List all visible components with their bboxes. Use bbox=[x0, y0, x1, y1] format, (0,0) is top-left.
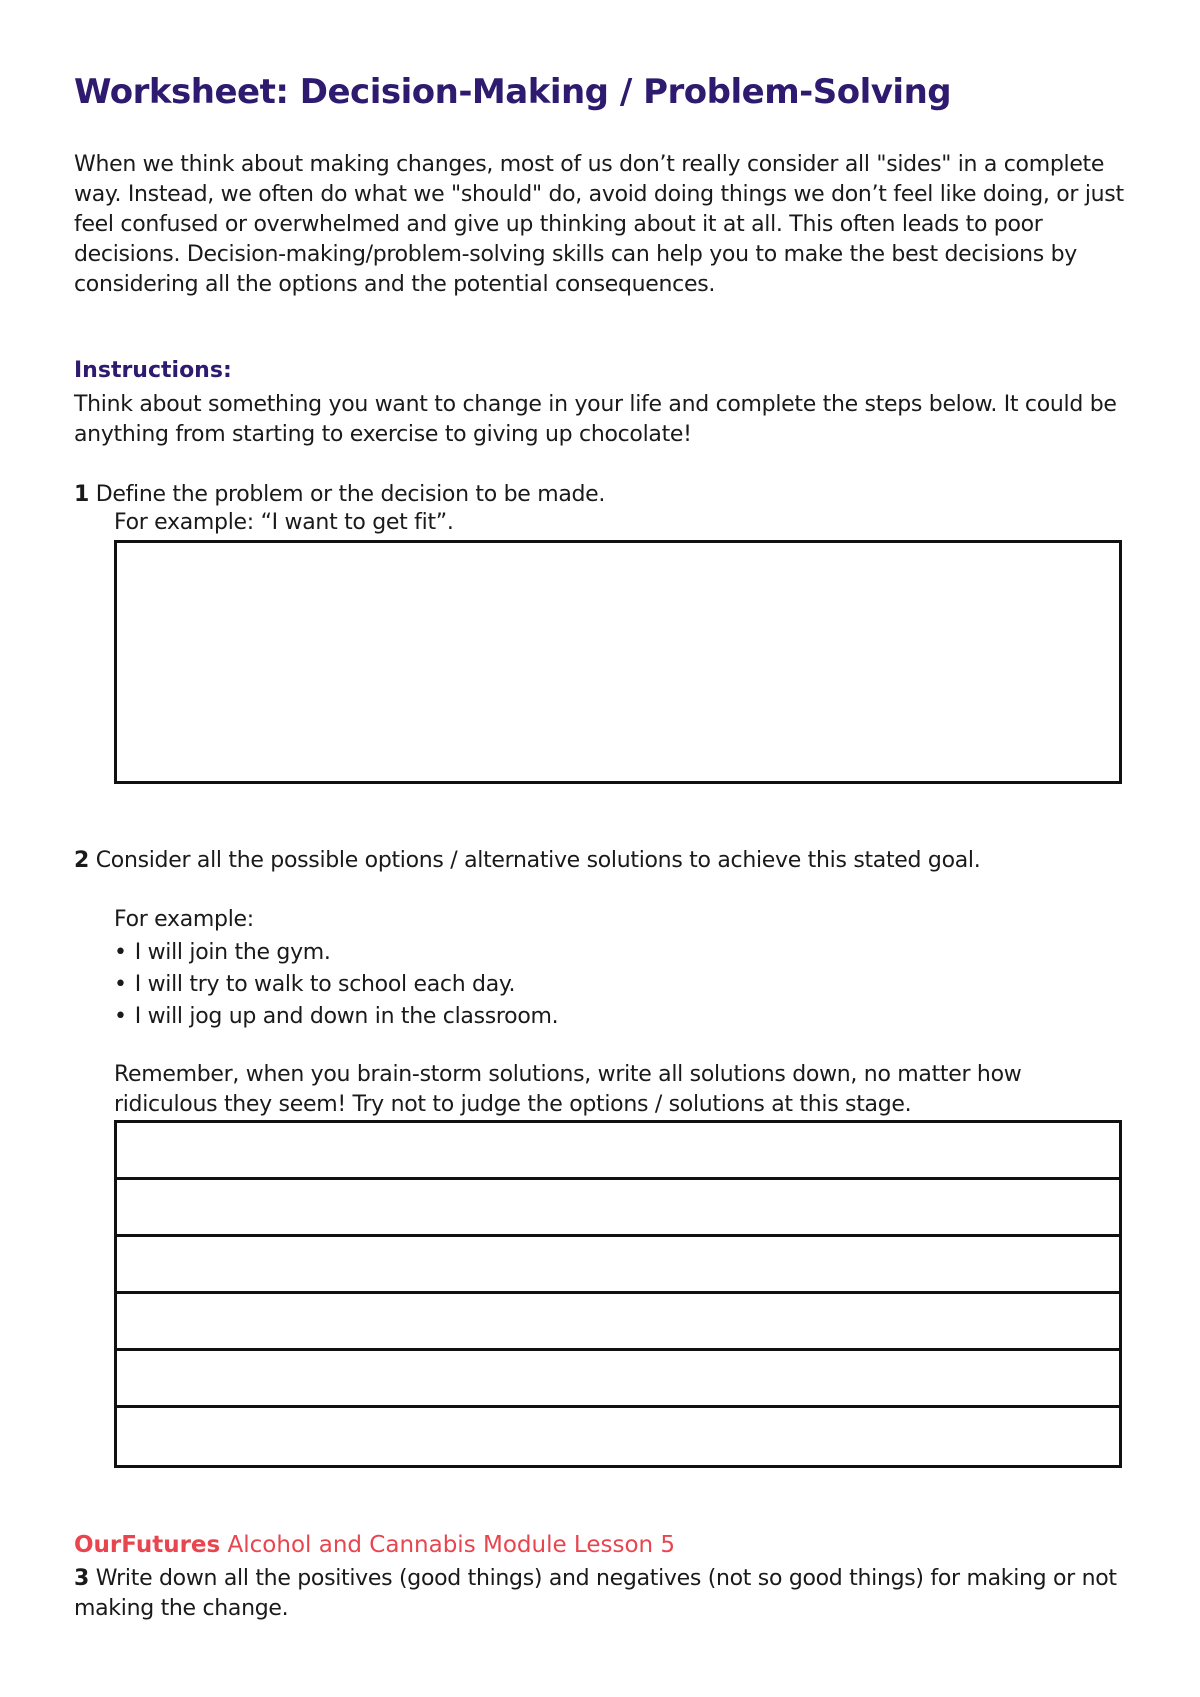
instructions-heading: Instructions: bbox=[74, 358, 232, 383]
list-item: • I will try to walk to school each day. bbox=[114, 969, 558, 1001]
step-1-answer-box[interactable] bbox=[114, 540, 1122, 784]
answer-line[interactable] bbox=[117, 1408, 1119, 1465]
step-2-text: Consider all the possible options / alternative solutions to achieve this stated goal. bbox=[95, 848, 981, 873]
step-2-reminder: Remember, when you brain-storm solutions, write all solutions down, no matter how ridiculous they seem! Try not to judge the options / solutions at this stage. bbox=[114, 1062, 1022, 1117]
step-1-number: 1 bbox=[74, 482, 90, 507]
step-2-example-list bbox=[114, 937, 558, 1033]
module-label: Alcohol and Cannabis Module Lesson 5 bbox=[227, 1532, 676, 1558]
list-item: • I will jog up and down in the classroom. bbox=[114, 1001, 558, 1033]
page-title: Worksheet: Decision-Making / Problem-Solving bbox=[74, 72, 952, 112]
module-footer bbox=[74, 1532, 675, 1558]
step-3-number: 3 bbox=[74, 1566, 90, 1591]
list-item: • I will join the gym. bbox=[114, 937, 558, 969]
step-3-text: Write down all the positives (good things) and negatives (not so good things) for making or not making the change. bbox=[74, 1566, 1117, 1621]
answer-line[interactable] bbox=[117, 1123, 1119, 1180]
step-2-example-label: For example: bbox=[114, 907, 254, 932]
step-1 bbox=[74, 480, 1154, 510]
answer-line[interactable] bbox=[117, 1294, 1119, 1351]
answer-line[interactable] bbox=[117, 1351, 1119, 1408]
step-2 bbox=[74, 846, 1154, 876]
step-1-text: Define the problem or the decision to be made. bbox=[95, 482, 606, 507]
step-3 bbox=[74, 1564, 1154, 1624]
answer-line[interactable] bbox=[117, 1237, 1119, 1294]
answer-line[interactable] bbox=[117, 1180, 1119, 1237]
step-1-example: For example: “I want to get fit”. bbox=[114, 510, 454, 535]
step-2-answer-lines bbox=[114, 1120, 1122, 1468]
step-2-number: 2 bbox=[74, 848, 90, 873]
instructions-text: Think about something you want to change in your life and complete the steps below. It could be anything from starting to exercise to giving up chocolate! bbox=[74, 392, 1117, 447]
intro-paragraph: When we think about making changes, most of us don’t really consider all "sides" in a complete way. Instead, we often do what we "should" do, avoid doing things we don’t feel like doing, or just feel confused or overwhelmed and give up thinking about it at all. This often leads to poor decisions. Decision-making/problem-solving skills can help you to make the best decisions by considering all the options and the potential consequences. bbox=[74, 152, 1124, 297]
brand-name: OurFutures bbox=[74, 1532, 221, 1558]
